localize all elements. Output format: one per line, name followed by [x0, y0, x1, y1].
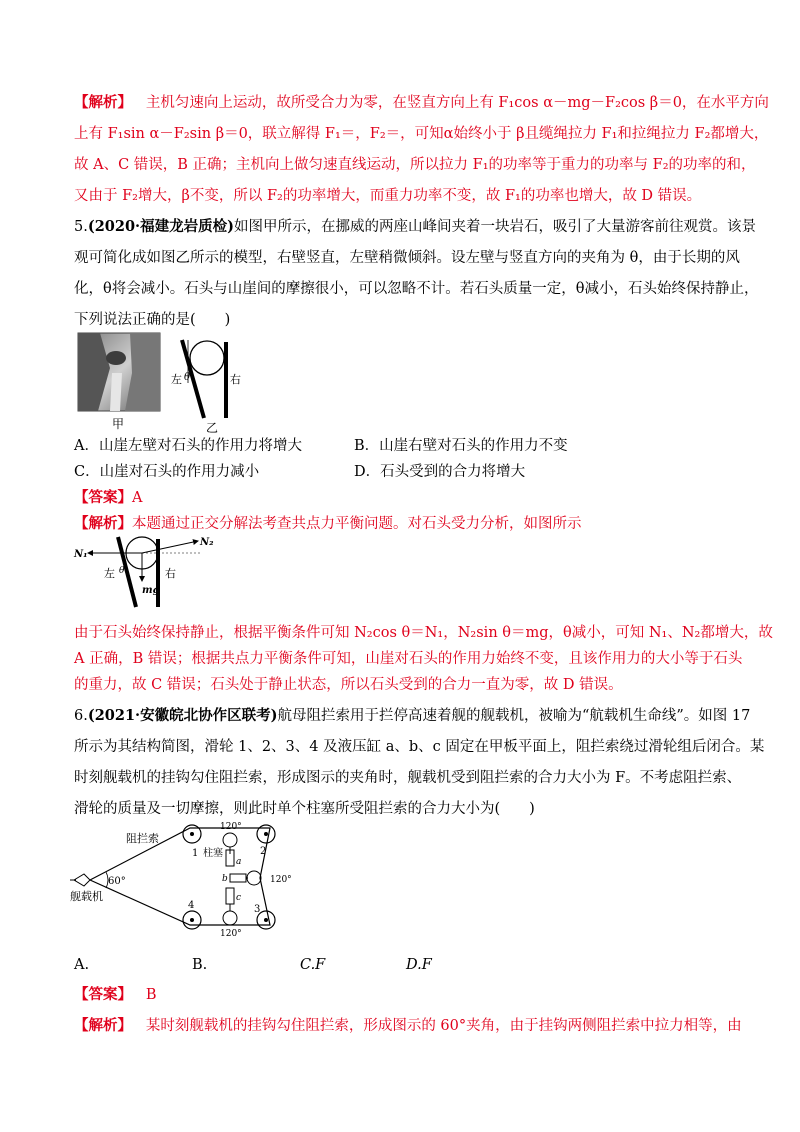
analysis-line-2: 上有 F₁sin α－F₂sin β＝0，联立解得 F₁＝，F₂＝，可知α始终小于 β且缆绳拉力 F₁和拉绳拉力 F₂都增大，	[74, 126, 769, 142]
q5-line-1	[74, 217, 756, 237]
analysis-tag: 【解析】	[74, 1017, 132, 1034]
label-p1: 1	[192, 848, 199, 859]
q6-line-4: 滑轮的质量及一切摩擦，则此时单个柱塞所受阻拦索的合力大小为( )	[74, 801, 535, 817]
q6-line-2: 所示为其结构简图，滑轮 1、2、3、4 及液压缸 a、b、c 固定在甲板平面上，阻拦索绕过滑轮组后闭合。某	[74, 739, 765, 755]
analysis-tag: 【解析】	[74, 94, 132, 111]
q6-line-1	[74, 706, 750, 726]
q5-analysis-3: A 正确，B 错误；根据共点力平衡条件可知，山崖对石头的作用力始终不变，且该作用力的大小等于石头	[74, 651, 743, 667]
analysis-line-3: 故 A、C 错误，B 正确；主机向上做匀速直线运动，所以拉力 F₁的功率等于重力的功率与 F₂的功率的和，	[74, 157, 756, 173]
label-n1: N₁	[74, 549, 88, 560]
answer-value: B	[145, 987, 157, 1003]
label-a: a	[236, 857, 242, 867]
label-cable: 阻拦索	[126, 832, 159, 845]
label-angle-60: 60°	[108, 876, 126, 887]
label-right: 右	[230, 373, 241, 386]
label-theta: θ	[119, 566, 125, 576]
q6-option-a: A.	[74, 957, 90, 973]
analysis-line-4: 又由于 F₂增大，β不变，所以 F₂的功率增大，而重力功率不变，故 F₁的功率也增大，故 D 错误。	[74, 188, 702, 204]
q6-line-3: 时刻舰载机的挂钩勾住阻拦索，形成图示的夹角时，舰载机受到阻拦索的合力大小为 F。不考虑阻拦索、	[74, 770, 742, 786]
answer-tag: 【答案】	[74, 986, 132, 1003]
label-angle-120-right: 120°	[270, 875, 292, 885]
q6-source: (2021·安徽皖北协作区联考)	[87, 707, 278, 724]
label-angle-120-top: 120°	[220, 822, 242, 832]
label-p4: 4	[188, 900, 195, 911]
q5-number: 5.	[74, 219, 88, 235]
q6-option-b: B.	[192, 957, 208, 973]
analysis-text: 主机匀速向上运动，故所受合力为零，在竖直方向上有 F₁cos α－mg－F₂cos β＝0，在水平方向	[145, 95, 769, 111]
q5-line-4: 下列说法正确的是( )	[74, 312, 231, 328]
q5-source: (2020·福建龙岩质检)	[87, 218, 234, 235]
label-p3: 3	[254, 904, 261, 915]
q6-text: 航母阻拦索用于拦停高速着舰的舰载机，被喻为“航载机生命线”。如图 17	[277, 708, 751, 724]
label-jia: 甲	[112, 417, 125, 431]
answer-value: A	[132, 490, 143, 506]
answer-tag: 【答案】	[74, 489, 132, 506]
label-left: 左	[104, 567, 115, 580]
label-yi: 乙	[206, 421, 219, 435]
analysis-text: 本题通过正交分解法考查共点力平衡问题。对石头受力分析，如图所示	[132, 516, 582, 532]
q6-analysis-1	[74, 1016, 742, 1036]
label-angle-120-bottom: 120°	[220, 929, 242, 938]
label-left: 左	[171, 373, 182, 386]
label-plane: 舰载机	[70, 890, 103, 903]
label-c: c	[236, 893, 242, 903]
q5-option-c: C．山崖对石头的作用力减小	[74, 464, 260, 480]
q5-option-b: B．山崖右壁对石头的作用力不变	[354, 438, 568, 454]
q5-option-d: D．石头受到的合力将增大	[354, 464, 526, 480]
q6-option-d: D.F	[406, 957, 432, 973]
q6-figure	[70, 820, 310, 938]
label-b: b	[222, 874, 228, 884]
q5-figure	[70, 328, 260, 436]
analysis-tag: 【解析】	[74, 515, 132, 532]
pulley-4	[183, 911, 201, 929]
label-mg: mg	[142, 585, 160, 596]
label-right: 右	[165, 567, 176, 580]
label-p2: 2	[260, 846, 267, 857]
q5-option-a: A．山崖左壁对石头的作用力将增大	[74, 438, 302, 454]
label-plunger: 柱塞	[203, 848, 223, 859]
analysis-line-1	[74, 93, 769, 113]
label-theta: θ	[184, 372, 191, 383]
photo-jia	[78, 333, 160, 411]
plunger-c	[223, 888, 237, 925]
plane-icon	[74, 874, 90, 886]
q6-number: 6.	[74, 708, 88, 724]
q5-line-2: 观可简化成如图乙所示的模型，右壁竖直，左壁稍微倾斜。设左壁与竖直方向的夹角为 θ，由于长期的风	[74, 250, 740, 266]
q5-force-diagram	[70, 535, 220, 610]
plunger-b	[230, 871, 261, 885]
label-n2: N₂	[200, 537, 214, 548]
q5-analysis-4: 的重力，故 C 错误；石头处于静止状态，所以石头受到的合力一直为零，故 D 错误。	[74, 677, 623, 693]
q5-text: 如图甲所示，在挪威的两座山峰间夹着一块岩石，吸引了大量游客前往观赏。该景	[233, 219, 756, 235]
q6-answer	[74, 985, 156, 1005]
q6-option-c: C.F	[300, 957, 326, 973]
q5-line-3: 化，θ将会减小。石头与山崖间的摩擦很小，可以忽略不计。若石头质量一定，θ减小，石头始终保持静止，	[74, 281, 759, 297]
q5-analysis-2: 由于石头始终保持静止，根据平衡条件可知 N₂cos θ＝N₁，N₂sin θ＝mg，θ减小，可知 N₁、N₂都增大，故	[74, 625, 773, 641]
q5-analysis-1	[74, 514, 582, 534]
plunger-a	[223, 833, 237, 866]
q5-answer	[74, 488, 142, 508]
analysis-text: 某时刻舰载机的挂钩勾住阻拦索，形成图示的 60°夹角，由于挂钩两侧阻拦索中拉力相等，由	[145, 1018, 742, 1034]
